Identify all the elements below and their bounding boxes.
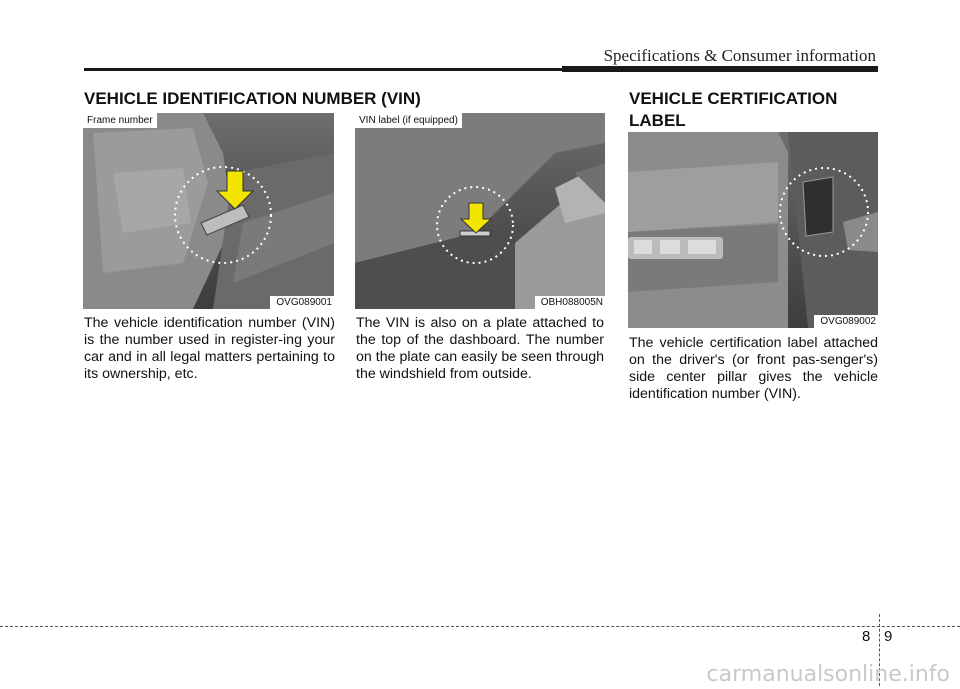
figure-code: OBH088005N bbox=[535, 296, 605, 309]
frame-number-photo bbox=[83, 113, 334, 309]
chapter-number: 8 bbox=[862, 628, 871, 645]
figure-code: OVG089001 bbox=[270, 296, 334, 309]
figure-code: OVG089002 bbox=[814, 315, 878, 328]
down-arrow-icon bbox=[83, 113, 334, 309]
watermark: carmanualsonline.info bbox=[706, 662, 950, 687]
vin-paragraph-1: The vehicle identification number (VIN) is the number used in register-ing your car and in all legal matters pertaining to its ownership, etc. bbox=[84, 315, 335, 382]
vin-paragraph-2: The VIN is also on a plate attached to the top of the dashboard. The number on the plate can easily be seen through the windshield from outside. bbox=[356, 315, 604, 382]
vin-label-photo bbox=[355, 113, 605, 309]
certification-paragraph: The vehicle certification label attached on the driver's (or front pas-senger's) side center pillar gives the vehicle identification number (VIN). bbox=[629, 335, 878, 402]
chapter-title: Specifications & Consumer information bbox=[603, 46, 876, 65]
down-arrow-icon bbox=[355, 113, 605, 309]
page-number: 9 bbox=[884, 628, 893, 645]
figure-label: Frame number bbox=[83, 113, 157, 128]
certification-label-photo bbox=[628, 132, 878, 328]
certification-heading: VEHICLE CERTIFICATION LABEL bbox=[629, 89, 838, 130]
vin-heading: VEHICLE IDENTIFICATION NUMBER (VIN) bbox=[84, 89, 421, 108]
header-bar bbox=[562, 66, 878, 72]
header-rule bbox=[84, 68, 562, 71]
figure-label: VIN label (if equipped) bbox=[355, 113, 462, 128]
footer-rule bbox=[0, 626, 960, 627]
